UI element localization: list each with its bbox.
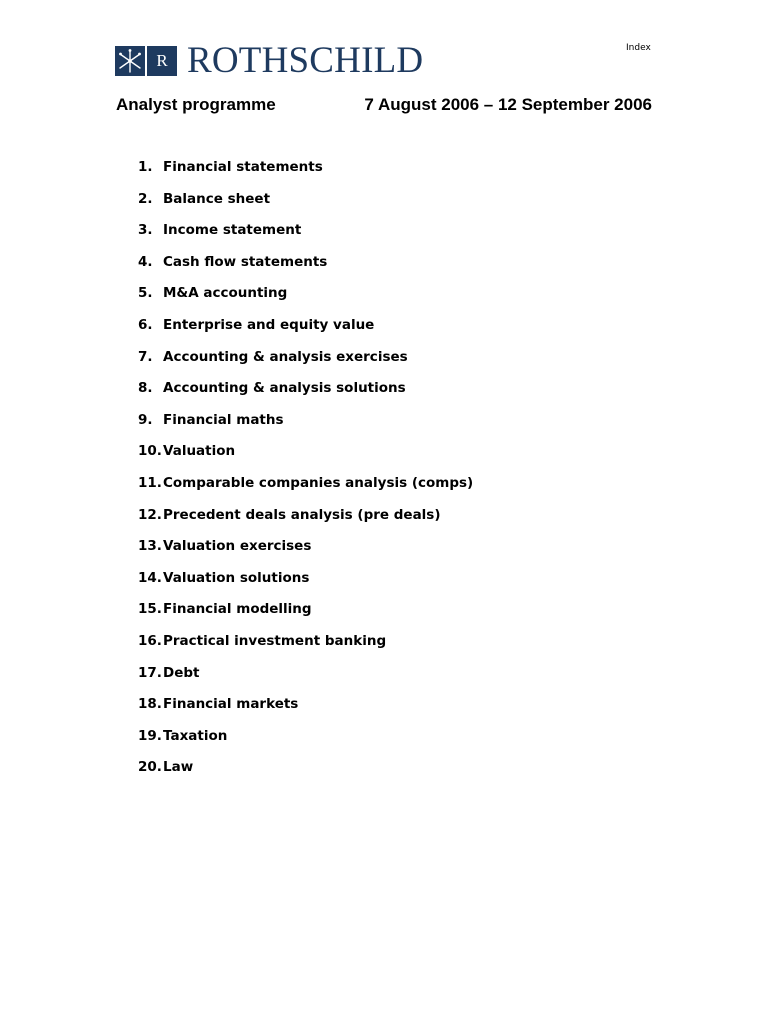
contents-item-label: Cash flow statements [163, 253, 328, 270]
contents-item-label: Financial markets [163, 696, 299, 713]
contents-item-label: Valuation [163, 443, 236, 460]
contents-item [138, 665, 473, 697]
contents-item-number: 17. [138, 664, 162, 681]
contents-item-label: Accounting & analysis solutions [163, 380, 406, 397]
contents-item [138, 285, 473, 317]
contents-item [138, 475, 473, 507]
contents-item-number: 11. [138, 474, 162, 491]
contents-item-number: 3. [138, 222, 153, 239]
contents-item [138, 728, 473, 760]
contents-item-label: Valuation solutions [163, 569, 310, 586]
contents-item-number: 7. [138, 348, 153, 365]
contents-item [138, 222, 473, 254]
contents-item-number: 12. [138, 506, 162, 523]
logo-r-letter: R [156, 51, 168, 70]
contents-item-number: 20. [138, 759, 162, 776]
contents-item-label: Income statement [163, 222, 302, 239]
contents-item [138, 507, 473, 539]
contents-item-label: M&A accounting [163, 285, 288, 302]
contents-item-number: 9. [138, 411, 153, 428]
contents-item-number: 14. [138, 569, 162, 586]
contents-item-number: 16. [138, 632, 162, 649]
contents-item [138, 759, 473, 791]
contents-item-number: 6. [138, 316, 153, 333]
contents-item [138, 570, 473, 602]
contents-item [138, 538, 473, 570]
contents-item [138, 380, 473, 412]
contents-item [138, 412, 473, 444]
contents-item-number: 2. [138, 190, 153, 207]
contents-item [138, 191, 473, 223]
arrows-crest-icon [115, 46, 145, 76]
contents-item-number: 1. [138, 159, 153, 175]
programme-header [116, 95, 652, 115]
contents-item-label: Balance sheet [163, 190, 271, 207]
contents-item-label: Valuation exercises [163, 538, 312, 555]
contents-item-label: Financial statements [163, 159, 323, 175]
contents-item-number: 15. [138, 601, 162, 618]
contents-item-label: Debt [163, 664, 200, 681]
contents-item-number: 19. [138, 727, 162, 744]
contents-item-number: 18. [138, 696, 162, 713]
logo-wordmark: ROTHSCHILD [187, 40, 424, 81]
contents-item-label: Law [163, 759, 194, 776]
programme-title: Analyst programme [116, 95, 276, 114]
page-label: Index [626, 43, 651, 53]
contents-item-number: 4. [138, 253, 153, 270]
contents-item-label: Enterprise and equity value [163, 316, 375, 333]
contents-item [138, 633, 473, 665]
contents-item-number: 5. [138, 285, 153, 302]
contents-item-number: 10. [138, 443, 162, 460]
contents-item-label: Taxation [163, 727, 228, 744]
contents-item [138, 317, 473, 349]
contents-item-label: Precedent deals analysis (pre deals) [163, 506, 441, 523]
contents-item-label: Financial modelling [163, 601, 312, 618]
contents-list [138, 159, 473, 791]
contents-item [138, 159, 473, 191]
contents-item-label: Comparable companies analysis (comps) [163, 474, 474, 491]
logo-r-box [147, 46, 177, 76]
rothschild-logo [115, 42, 423, 79]
contents-item [138, 349, 473, 381]
contents-item-number: 8. [138, 380, 153, 397]
contents-item [138, 254, 473, 286]
contents-item-label: Accounting & analysis exercises [163, 348, 408, 365]
contents-item [138, 696, 473, 728]
logo-mark [115, 46, 177, 76]
contents-item [138, 443, 473, 475]
contents-item-label: Financial maths [163, 411, 284, 428]
programme-dates: 7 August 2006 – 12 September 2006 [364, 95, 652, 114]
contents-item-label: Practical investment banking [163, 632, 387, 649]
contents-item [138, 601, 473, 633]
contents-item-number: 13. [138, 538, 162, 555]
